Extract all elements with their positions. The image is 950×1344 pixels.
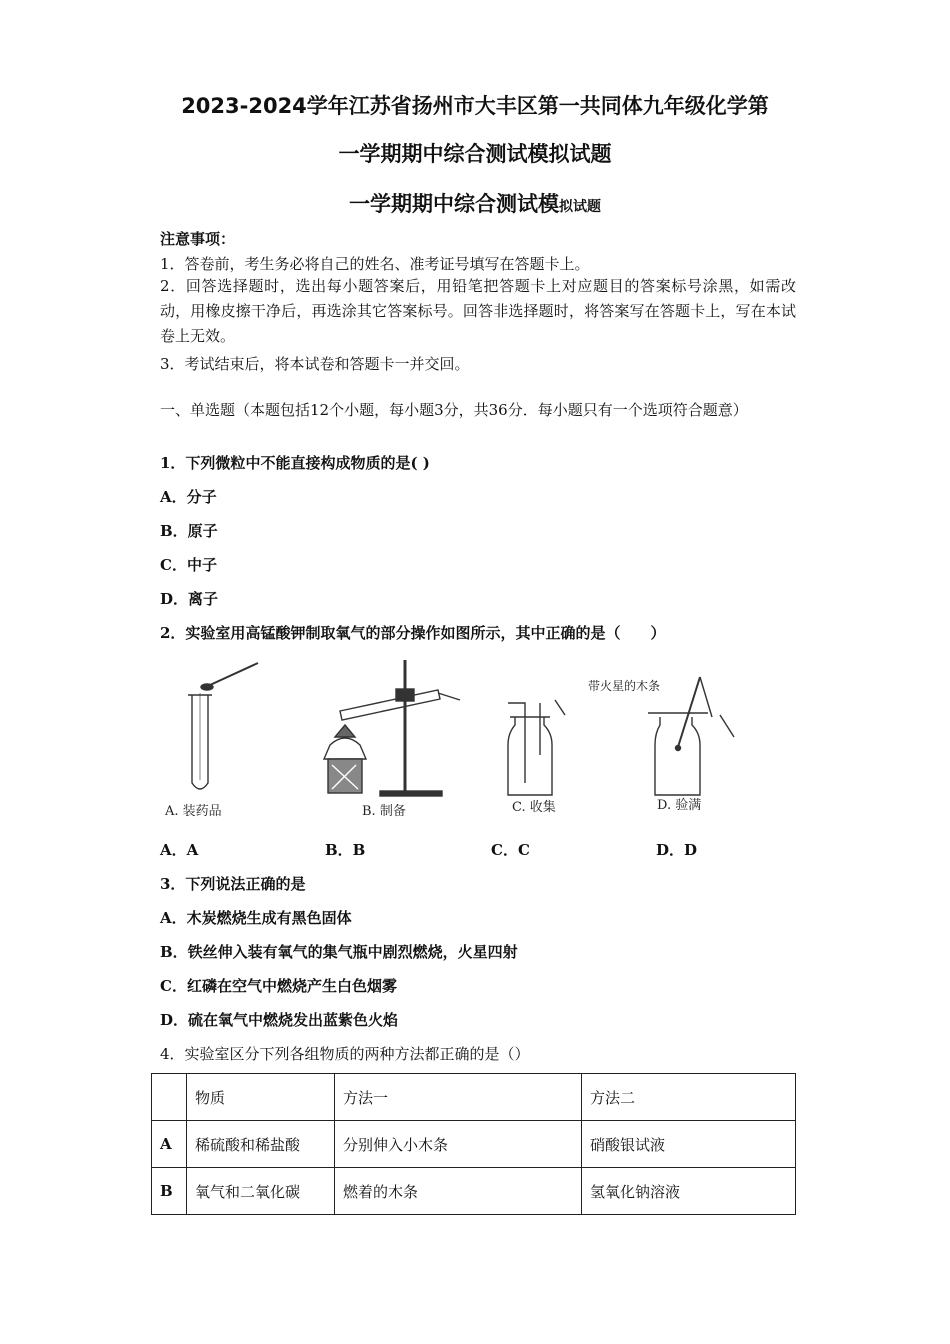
q2-option-b: B．B bbox=[325, 841, 366, 859]
fig-b-apparatus bbox=[324, 660, 460, 796]
fig-d-gas-bottle bbox=[648, 677, 734, 795]
table-header-cell: 方法二 bbox=[582, 1074, 796, 1121]
notice-item-3: 3．考试结束后，将本试卷和答题卡一并交回。 bbox=[160, 355, 470, 373]
fig-a-test-tube bbox=[188, 663, 258, 789]
table-header-row bbox=[152, 1074, 796, 1121]
q4-stem: 4．实验室区分下列各组物质的两种方法都正确的是（） bbox=[160, 1045, 530, 1063]
q3-option-b: B．铁丝伸入装有氧气的集气瓶中剧烈燃烧，火星四射 bbox=[160, 943, 518, 961]
exam-title-line2: 一学期期中综合测试模拟试题 bbox=[338, 142, 612, 166]
fig-label-c: C. 收集 bbox=[512, 800, 556, 815]
q1-option-b: B．原子 bbox=[160, 522, 218, 540]
exam-title-line3 bbox=[0, 188, 950, 218]
notice-item-2: 2．回答选择题时，选出每小题答案后，用铅笔把答题卡上对应题目的答案标号涂黑，如需改动，用橡皮擦干净后，再选涂其它答案标号。回答非选择题时，将答案写在答题卡上，写在本试卷上无效。 bbox=[160, 277, 796, 345]
table-cell: 分别伸入小木条 bbox=[335, 1121, 582, 1168]
q2-option-d: D．D bbox=[656, 841, 698, 859]
fig-label-b: B. 制备 bbox=[362, 804, 406, 819]
q1-stem: 1．下列微粒中不能直接构成物质的是( ) bbox=[160, 454, 430, 472]
table-header-cell: 物质 bbox=[187, 1074, 335, 1121]
fig-c-gas-bottle bbox=[508, 700, 565, 795]
q2-figure bbox=[160, 655, 760, 825]
table-cell: A bbox=[152, 1121, 187, 1168]
table-cell: 氧气和二氧化碳 bbox=[187, 1168, 335, 1215]
table-cell: 稀硫酸和稀盐酸 bbox=[187, 1121, 335, 1168]
table-cell: B bbox=[152, 1168, 187, 1215]
exam-title-line1: 2023-2024学年江苏省扬州市大丰区第一共同体九年级化学第 bbox=[181, 94, 769, 118]
q4-table bbox=[151, 1073, 796, 1215]
table-header-cell: 方法一 bbox=[335, 1074, 582, 1121]
fig-annotation-d: 带火星的木条 bbox=[588, 679, 661, 693]
table-header-cell bbox=[152, 1074, 187, 1121]
q3-option-c: C．红磷在空气中燃烧产生白色烟雾 bbox=[160, 977, 397, 995]
section1-heading: 一、单选题（本题包括12个小题，每小题3分，共36分．每小题只有一个选项符合题意） bbox=[160, 401, 748, 419]
table-cell: 硝酸银试液 bbox=[582, 1121, 796, 1168]
table-row bbox=[152, 1168, 796, 1215]
exam-title-line3-small: 拟试题 bbox=[559, 199, 601, 215]
notice-item-1: 1．答卷前，考生务必将自己的姓名、准考证号填写在答题卡上。 bbox=[160, 255, 590, 273]
q1-option-d: D．离子 bbox=[160, 590, 219, 608]
notice-heading: 注意事项： bbox=[160, 230, 236, 248]
q1-option-a: A．分子 bbox=[160, 488, 217, 506]
table-cell: 燃着的木条 bbox=[335, 1168, 582, 1215]
q3-option-a: A．木炭燃烧生成有黑色固体 bbox=[160, 909, 352, 927]
fig-label-d: D. 验满 bbox=[657, 798, 702, 813]
exam-title-line3-main: 一学期期中综合测试模 bbox=[349, 192, 559, 216]
q3-option-d: D．硫在氧气中燃烧发出蓝紫色火焰 bbox=[160, 1011, 399, 1029]
q1-option-c: C．中子 bbox=[160, 556, 217, 574]
q2-option-c: C．C bbox=[491, 841, 530, 859]
q2-stem: 2．实验室用高锰酸钾制取氧气的部分操作如图所示，其中正确的是（ ） bbox=[160, 624, 666, 642]
q3-stem: 3．下列说法正确的是 bbox=[160, 875, 306, 893]
table-row bbox=[152, 1121, 796, 1168]
q2-option-a: A．A bbox=[160, 841, 199, 859]
fig-label-a: A. 装药品 bbox=[165, 804, 222, 819]
table-cell: 氢氧化钠溶液 bbox=[582, 1168, 796, 1215]
